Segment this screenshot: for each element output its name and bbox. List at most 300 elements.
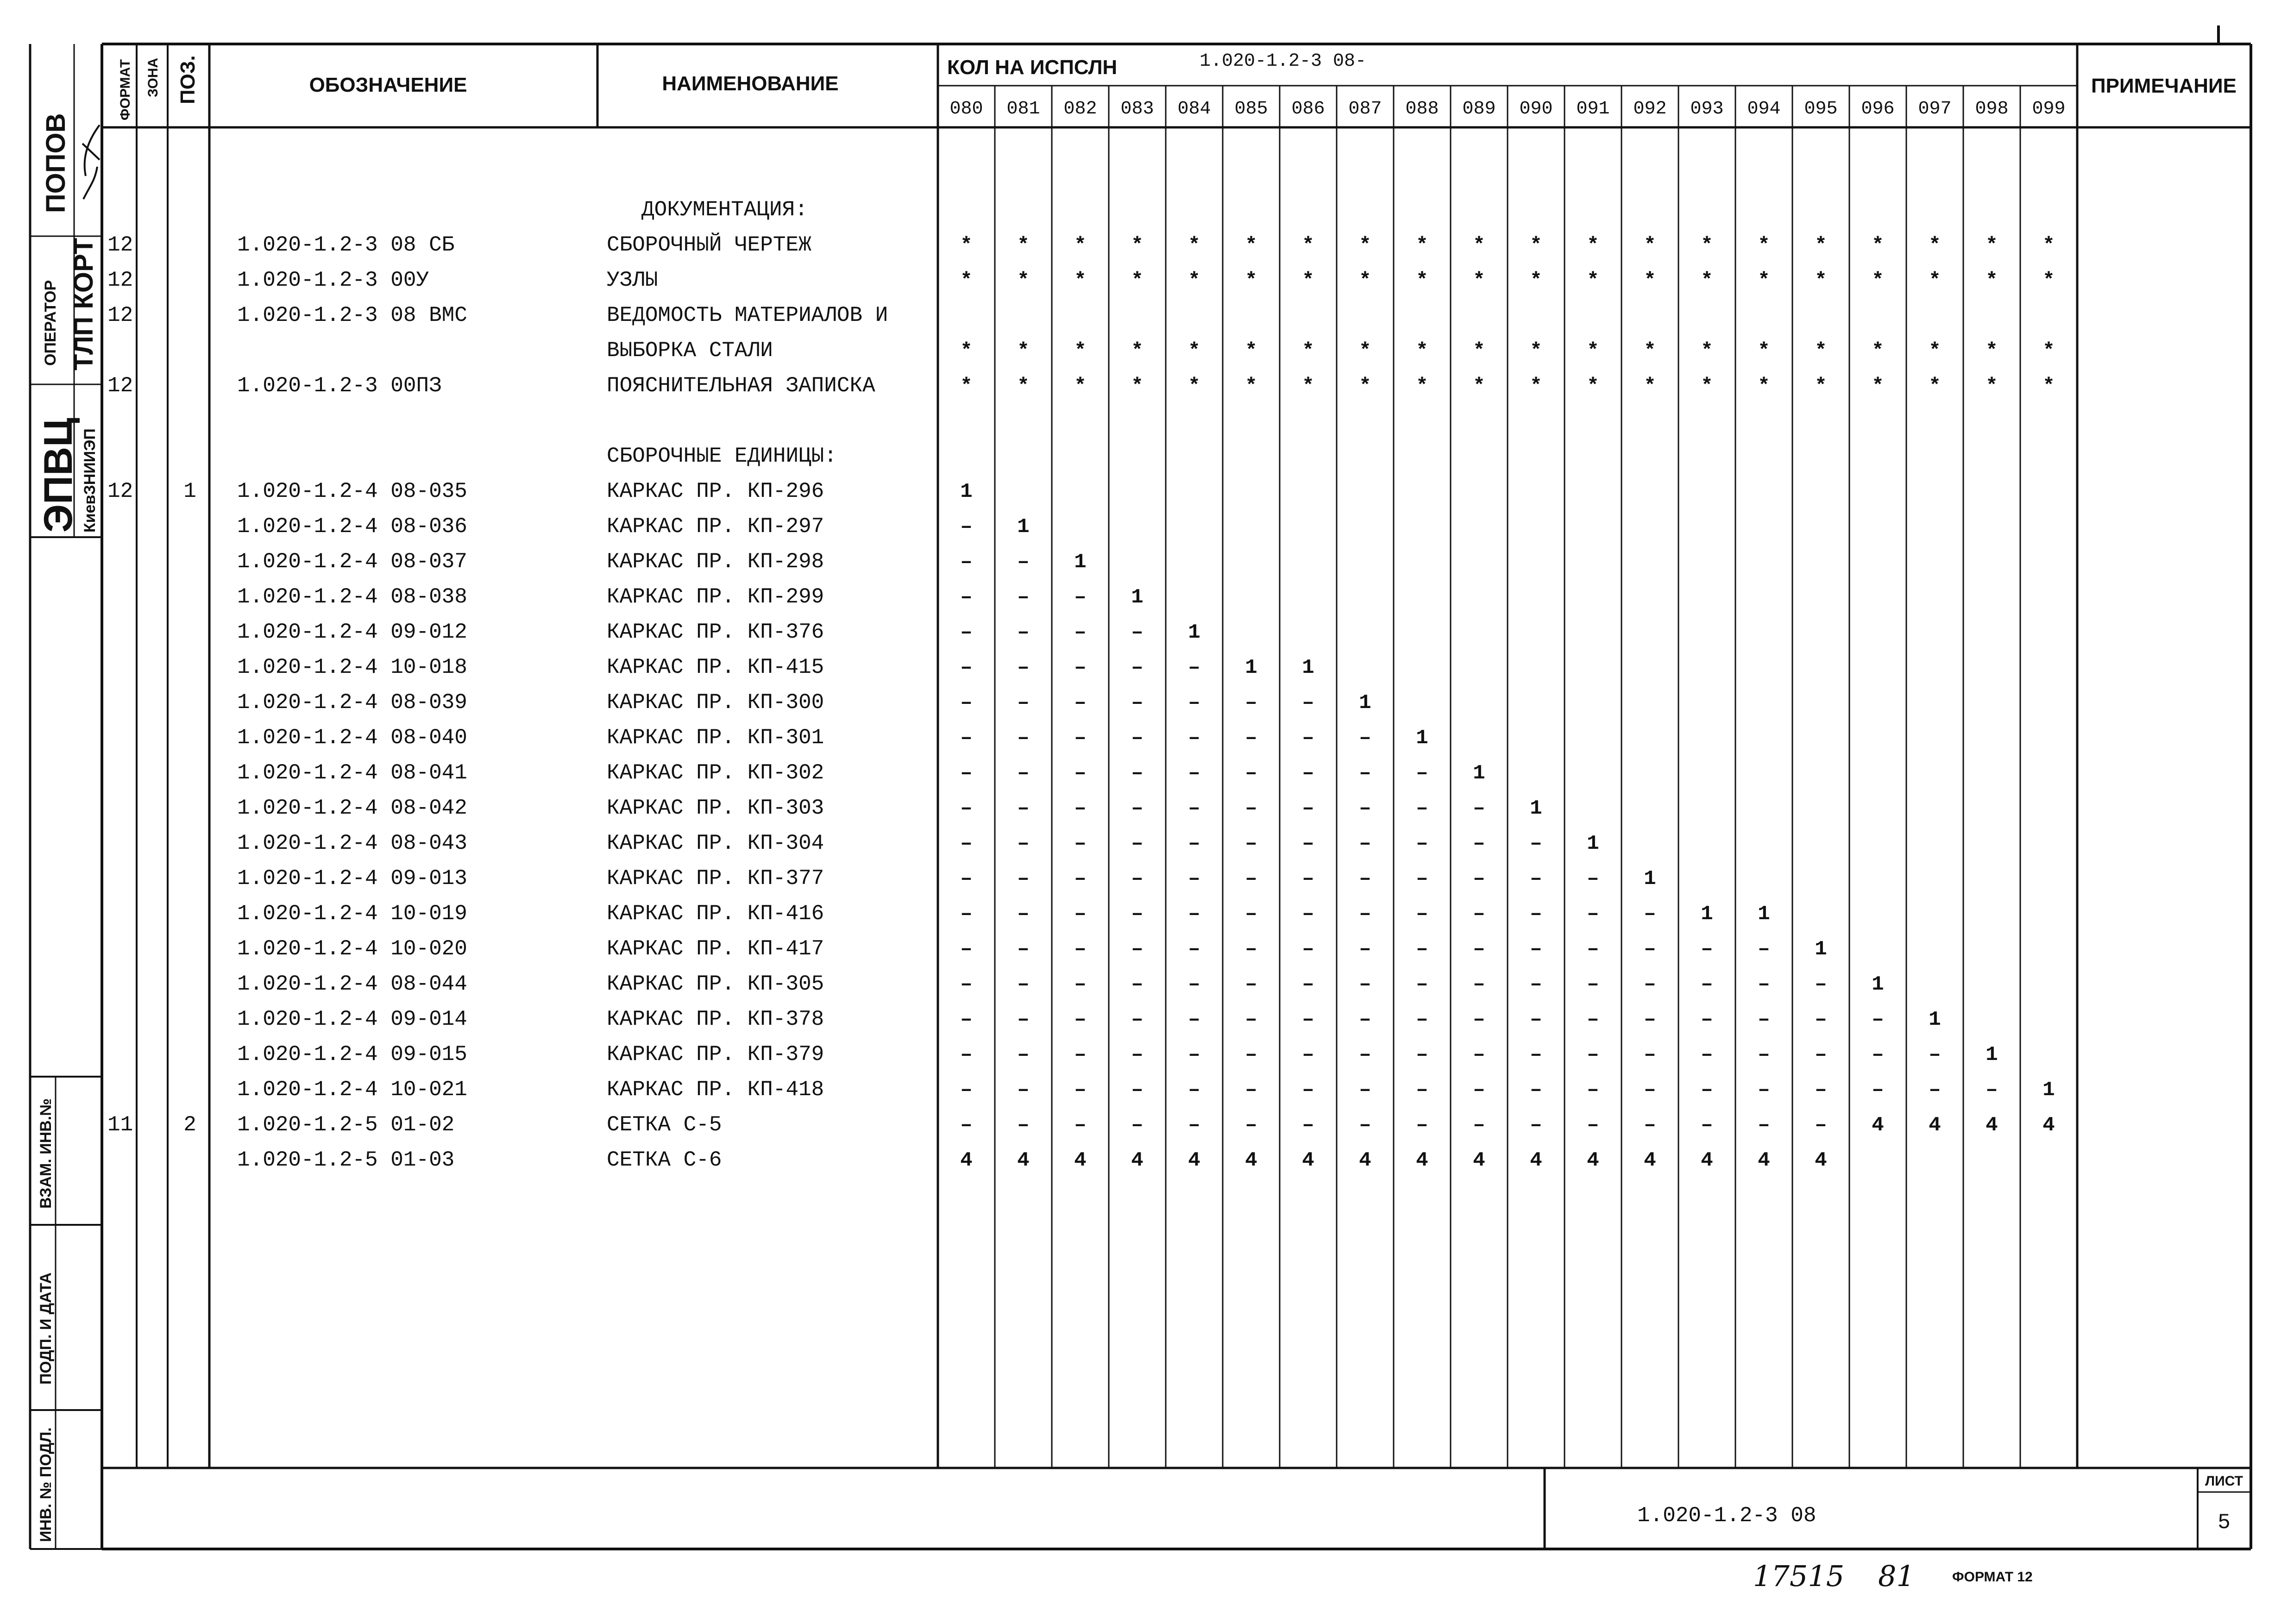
qty-cell: – (1473, 938, 1485, 961)
table-row (107, 232, 2055, 257)
qty-cell: * (1701, 234, 1713, 257)
qty-cell: – (1359, 797, 1371, 820)
qty-cell: – (1017, 797, 1030, 820)
table-row (607, 444, 837, 468)
qty-cell: * (1188, 339, 1200, 363)
qty-cell: – (1530, 938, 1542, 961)
qty-cell: – (1188, 691, 1200, 715)
qty-cell: * (1017, 339, 1030, 363)
row-designation: 1.020-1.2-3 08 СБ (237, 233, 455, 257)
qty-cell: – (1416, 938, 1428, 961)
qty-column-header: 099 (2032, 99, 2066, 119)
qty-cell: – (1872, 1078, 1884, 1102)
qty-cell: * (1017, 234, 1030, 257)
row-name: КАРКАС ПР. КП-297 (607, 514, 824, 539)
name-header: НАИМЕНОВАНИЕ (662, 72, 839, 95)
row-designation: 1.020-1.2-4 08-037 (237, 550, 467, 574)
qty-cell: – (1530, 832, 1542, 855)
qty-cell: – (1530, 1008, 1542, 1031)
qty-cell: 4 (960, 1149, 973, 1172)
qty-cell: * (1701, 375, 1713, 398)
qty-cell: – (1017, 1114, 1030, 1137)
qty-cell: – (1131, 727, 1144, 750)
row-name: СБОРОЧНЫЙ ЧЕРТЕЖ (607, 233, 811, 257)
qty-cell: – (1017, 938, 1030, 961)
qty-cell: * (1416, 234, 1428, 257)
qty-cell: – (1188, 1043, 1200, 1066)
qty-cell: 1 (1245, 656, 1257, 679)
qty-cell: * (1758, 339, 1770, 363)
designation-header: ОБОЗНАЧЕНИЕ (309, 74, 467, 96)
qty-cell: – (1188, 797, 1200, 820)
qty-cell: – (1359, 727, 1371, 750)
qty-cell: – (960, 1008, 973, 1031)
qty-column-header: 082 (1063, 99, 1097, 119)
qty-cell: * (960, 375, 973, 398)
qty-cell: – (1017, 551, 1030, 574)
qty-cell: – (1473, 1043, 1485, 1066)
qty-cell: * (1017, 269, 1030, 292)
row-position: 2 (183, 1113, 196, 1137)
row-position: 1 (183, 479, 196, 503)
qty-cell: 1 (1758, 903, 1770, 926)
qty-cell: 1 (2042, 1078, 2055, 1102)
qty-cell: – (1131, 621, 1144, 644)
qty-cell: * (1587, 375, 1599, 398)
row-name: КАРКАС ПР. КП-418 (607, 1078, 824, 1102)
qty-cell: – (1872, 1043, 1884, 1066)
qty-cell: – (1074, 797, 1087, 820)
qty-cell: – (1074, 586, 1087, 609)
qty-cell: – (1416, 973, 1428, 996)
qty-cell: – (1188, 832, 1200, 855)
qty-cell: – (1245, 973, 1257, 996)
qty-cell: – (1473, 903, 1485, 926)
qty-cell: – (1131, 973, 1144, 996)
qty-cell: – (1416, 797, 1428, 820)
qty-cell: – (1017, 762, 1030, 785)
qty-cell: – (1302, 938, 1314, 961)
qty-cell: – (960, 621, 973, 644)
qty-cell: 4 (1359, 1149, 1371, 1172)
qty-cell: * (1359, 234, 1371, 257)
qty-cell: 4 (1473, 1149, 1485, 1172)
qty-cell: * (1530, 269, 1542, 292)
qty-cell: – (1245, 1114, 1257, 1137)
qty-cell: – (1473, 1008, 1485, 1031)
qty-cell: 1 (1872, 973, 1884, 996)
qty-cell: – (1359, 1008, 1371, 1031)
row-name: КАРКАС ПР. КП-376 (607, 620, 824, 644)
qty-cell: – (1416, 903, 1428, 926)
qty-cell: * (1986, 375, 1998, 398)
qty-cell: – (1986, 1078, 1998, 1102)
qty-cell: 4 (1701, 1149, 1713, 1172)
qty-cell: – (1017, 1043, 1030, 1066)
qty-cell: – (1359, 973, 1371, 996)
qty-cell: * (1815, 339, 1827, 363)
qty-cell: – (1530, 973, 1542, 996)
row-designation: 1.020-1.2-4 09-015 (237, 1042, 467, 1066)
row-name: КАРКАС ПР. КП-379 (607, 1042, 824, 1066)
row-designation: 1.020-1.2-4 09-014 (237, 1007, 467, 1031)
qty-cell: * (2042, 339, 2055, 363)
qty-cell: – (1131, 797, 1144, 820)
qty-cell: – (1017, 867, 1030, 890)
row-designation: 1.020-1.2-4 10-018 (237, 655, 467, 679)
qty-cell: * (1245, 234, 1257, 257)
qty-column-header: 085 (1234, 99, 1268, 119)
qty-cell: * (1359, 339, 1371, 363)
row-format: 12 (107, 268, 133, 292)
qty-cell: – (1701, 1008, 1713, 1031)
qty-cell: – (1302, 867, 1314, 890)
qty-cell: * (1359, 375, 1371, 398)
zone-header: ЗОНА (145, 57, 161, 97)
qty-cell: 1 (1587, 832, 1599, 855)
qty-cell: * (1644, 375, 1656, 398)
qty-cell: – (1758, 1008, 1770, 1031)
qty-cell: – (1815, 1008, 1827, 1031)
qty-cell: – (1644, 903, 1656, 926)
qty-cell: 1 (1530, 797, 1542, 820)
row-name: КАРКАС ПР. КП-416 (607, 902, 824, 926)
qty-cell: 4 (1644, 1149, 1656, 1172)
qty-column-header: 097 (1918, 99, 1952, 119)
qty-cell: * (1986, 234, 1998, 257)
document-code: 1.020-1.2-3 08 (1637, 1504, 1816, 1528)
qty-cell: – (960, 727, 973, 750)
qty-cell: – (1416, 1078, 1428, 1102)
qty-cell: – (1758, 1078, 1770, 1102)
qty-cell: * (1530, 375, 1542, 398)
qty-cell: 1 (1416, 727, 1428, 750)
qty-cell: – (1245, 903, 1257, 926)
qty-cell: * (1644, 339, 1656, 363)
qty-cell: – (1587, 1114, 1599, 1137)
qty-cell: – (1473, 1114, 1485, 1137)
qty-cell: 1 (1644, 867, 1656, 890)
qty-cell: – (1587, 1078, 1599, 1102)
qty-column-header: 092 (1633, 99, 1667, 119)
qty-cell: * (960, 339, 973, 363)
row-designation: 1.020-1.2-4 09-013 (237, 866, 467, 890)
note-header: ПРИМЕЧАНИЕ (2091, 75, 2237, 97)
qty-cell: – (1245, 938, 1257, 961)
qty-cell: – (1644, 1008, 1656, 1031)
qty-cell: – (1644, 1114, 1656, 1137)
qty-cell: 1 (960, 480, 973, 503)
qty-column-header: 086 (1291, 99, 1325, 119)
table-row (107, 1113, 2055, 1137)
qty-cell: * (1473, 339, 1485, 363)
qty-cell: 1 (1017, 515, 1030, 539)
row-designation: 1.020-1.2-4 08-036 (237, 514, 467, 539)
qty-cell: – (1416, 832, 1428, 855)
qty-cell: – (1416, 867, 1428, 890)
qty-cell: * (1245, 269, 1257, 292)
row-designation: 1.020-1.2-4 08-039 (237, 690, 467, 715)
qty-cell: – (1758, 1043, 1770, 1066)
qty-cell: – (960, 691, 973, 715)
qty-cell: – (1587, 867, 1599, 890)
qty-cell: – (1017, 727, 1030, 750)
row-designation: 1.020-1.2-4 08-041 (237, 761, 467, 785)
row-designation: 1.020-1.2-4 10-019 (237, 902, 467, 926)
qty-cell: – (1644, 938, 1656, 961)
qty-cell: – (1359, 1078, 1371, 1102)
qty-cell: * (1530, 339, 1542, 363)
operator-label: ОПЕРАТОР (42, 280, 59, 366)
qty-cell: – (1644, 1043, 1656, 1066)
row-designation: 1.020-1.2-4 08-040 (237, 726, 467, 750)
row-designation: 1.020-1.2-3 00У (237, 268, 429, 292)
row-name: ВЕДОМОСТЬ МАТЕРИАЛОВ И (607, 303, 888, 327)
qty-cell: * (1644, 234, 1656, 257)
qty-column-header: 095 (1804, 99, 1838, 119)
qty-cell: 4 (1815, 1149, 1827, 1172)
qty-cell: – (1701, 1114, 1713, 1137)
qty-cell: – (1758, 938, 1770, 961)
qty-cell: – (1587, 1008, 1599, 1031)
qty-cell: – (1473, 797, 1485, 820)
qty-cell: 4 (1530, 1149, 1542, 1172)
qty-cell: – (1131, 1078, 1144, 1102)
qty-cell: 4 (2042, 1114, 2055, 1137)
qty-cell: * (1017, 375, 1030, 398)
row-name: КАРКАС ПР. КП-296 (607, 479, 824, 503)
qty-cell: – (960, 832, 973, 855)
qty-cell: 1 (1131, 586, 1144, 609)
qty-cell: – (1359, 938, 1371, 961)
qty-cell: – (1017, 586, 1030, 609)
qty-cell: – (960, 515, 973, 539)
qty-series-code: 1.020-1.2-3 08- (1200, 51, 1367, 72)
qty-cell: – (1188, 1114, 1200, 1137)
qty-cell: – (1416, 1008, 1428, 1031)
qty-cell: – (1530, 1078, 1542, 1102)
qty-cell: 4 (1872, 1114, 1884, 1137)
qty-cell: * (1872, 234, 1884, 257)
qty-cell: – (1302, 973, 1314, 996)
qty-cell: – (1587, 1043, 1599, 1066)
row-name: КАРКАС ПР. КП-303 (607, 796, 824, 820)
qty-cell: * (1587, 234, 1599, 257)
qty-cell: * (1929, 375, 1941, 398)
sheet-number: 5 (2218, 1511, 2231, 1535)
qty-cell: * (1074, 375, 1087, 398)
qty-cell: – (1644, 973, 1656, 996)
qty-cell: 1 (1074, 551, 1087, 574)
qty-cell: – (1302, 832, 1314, 855)
qty-cell: – (1074, 938, 1087, 961)
qty-cell: * (1815, 375, 1827, 398)
qty-cell: * (1245, 339, 1257, 363)
qty-cell: * (1074, 339, 1087, 363)
qty-cell: – (1188, 727, 1200, 750)
qty-cell: – (1701, 1043, 1713, 1066)
qty-cell: 4 (1986, 1114, 1998, 1137)
qty-cell: 1 (1359, 691, 1371, 715)
qty-cell: – (1245, 1078, 1257, 1102)
qty-cell: * (1473, 234, 1485, 257)
qty-cell: – (1131, 656, 1144, 679)
row-designation: 1.020-1.2-4 08-044 (237, 972, 467, 996)
qty-column-header: 096 (1861, 99, 1895, 119)
qty-cell: – (1245, 867, 1257, 890)
row-name: КАРКАС ПР. КП-304 (607, 831, 824, 855)
qty-cell: – (1131, 1008, 1144, 1031)
qty-cell: – (1473, 867, 1485, 890)
qty-cell: – (1302, 797, 1314, 820)
qty-cell: – (1929, 1043, 1941, 1066)
qty-cell: 4 (1074, 1149, 1087, 1172)
qty-cell: 4 (1416, 1149, 1428, 1172)
qty-cell: * (2042, 375, 2055, 398)
operator-value: ТЛП КОРТ (69, 238, 99, 370)
qty-cell: 4 (1758, 1149, 1770, 1172)
qty-cell: – (1473, 1078, 1485, 1102)
qty-cell: * (1587, 269, 1599, 292)
qty-cell: – (960, 797, 973, 820)
qty-cell: – (960, 973, 973, 996)
qty-cell: – (1245, 727, 1257, 750)
qty-cell: – (1587, 938, 1599, 961)
row-name: КАРКАС ПР. КП-300 (607, 690, 824, 715)
qty-cell: – (1416, 1114, 1428, 1137)
qty-cell: – (1530, 1043, 1542, 1066)
qty-cell: – (1131, 903, 1144, 926)
inv-replace-label: ВЗАМ. ИНВ.№ (37, 1098, 55, 1209)
row-designation: 1.020-1.2-5 01-02 (237, 1113, 455, 1137)
qty-cell: – (1188, 903, 1200, 926)
qty-cell: – (1017, 973, 1030, 996)
qty-column-header: 090 (1519, 99, 1553, 119)
qty-cell: – (1074, 1114, 1087, 1137)
qty-cell: 4 (1929, 1114, 1941, 1137)
qty-column-header: 081 (1006, 99, 1040, 119)
qty-cell: – (1359, 1114, 1371, 1137)
qty-cell: * (1302, 375, 1314, 398)
qty-cell: – (960, 1043, 973, 1066)
qty-cell: – (1131, 832, 1144, 855)
qty-cell: – (1701, 973, 1713, 996)
qty-cell: – (1074, 973, 1087, 996)
qty-cell: – (960, 903, 973, 926)
qty-column-header: 093 (1690, 99, 1724, 119)
qty-cell: * (1188, 375, 1200, 398)
qty-cell: – (1074, 762, 1087, 785)
qty-cell: – (1872, 1008, 1884, 1031)
qty-column-header: 083 (1120, 99, 1154, 119)
row-name: КАРКАС ПР. КП-299 (607, 585, 824, 609)
qty-cell: – (1530, 867, 1542, 890)
row-designation: 1.020-1.2-3 08 ВМС (237, 303, 467, 327)
qty-cell: – (1815, 1043, 1827, 1066)
row-format: 12 (107, 303, 133, 327)
qty-cell: * (1416, 269, 1428, 292)
qty-cell: – (1017, 1078, 1030, 1102)
row-designation: 1.020-1.2-4 10-021 (237, 1078, 467, 1102)
qty-cell: – (1245, 691, 1257, 715)
qty-cell: – (1017, 832, 1030, 855)
table-row (107, 268, 2055, 292)
row-name: КАРКАС ПР. КП-417 (607, 937, 824, 961)
qty-cell: – (1245, 1008, 1257, 1031)
qty-cell: – (1131, 1114, 1144, 1137)
qty-cell: – (1359, 1043, 1371, 1066)
qty-cell: – (1245, 1043, 1257, 1066)
qty-cell: – (1530, 1114, 1542, 1137)
qty-cell: * (1587, 339, 1599, 363)
qty-cell: – (1188, 1008, 1200, 1031)
qty-cell: – (1302, 1114, 1314, 1137)
row-name: КАРКАС ПР. КП-415 (607, 655, 824, 679)
qty-cell: – (1302, 1008, 1314, 1031)
table-row (107, 374, 2055, 398)
row-designation: 1.020-1.2-3 00ПЗ (237, 374, 442, 398)
qty-cell: – (1929, 1078, 1941, 1102)
qty-cell: – (960, 762, 973, 785)
qty-cell: 1 (1188, 621, 1200, 644)
row-designation: 1.020-1.2-4 10-020 (237, 937, 467, 961)
row-name: КАРКАС ПР. КП-378 (607, 1007, 824, 1031)
center-name: ЭПВЦ (36, 418, 81, 533)
qty-cell: * (1473, 269, 1485, 292)
qty-cell: * (1188, 269, 1200, 292)
qty-cell: * (1359, 269, 1371, 292)
qty-cell: * (1758, 375, 1770, 398)
qty-column-header: 089 (1462, 99, 1496, 119)
position-header: ПОЗ. (176, 55, 199, 104)
row-name: ПОЯСНИТЕЛЬНАЯ ЗАПИСКА (607, 374, 875, 398)
inv-original-label: ИНВ. № ПОДЛ. (37, 1427, 55, 1542)
row-format: 11 (107, 1113, 133, 1137)
qty-cell: * (1131, 269, 1144, 292)
qty-cell: 1 (1473, 762, 1485, 785)
qty-cell: * (1302, 339, 1314, 363)
qty-cell: – (1017, 903, 1030, 926)
qty-cell: * (1986, 269, 1998, 292)
row-designation: 1.020-1.2-5 01-03 (237, 1148, 455, 1172)
qty-cell: – (1473, 973, 1485, 996)
qty-cell: – (1587, 903, 1599, 926)
qty-cell: – (1359, 762, 1371, 785)
qty-cell: * (1416, 339, 1428, 363)
qty-column-header: 084 (1177, 99, 1211, 119)
center-subname: КиевЗНИИЭП (81, 428, 99, 533)
qty-cell: 1 (1929, 1008, 1941, 1031)
surname-label: ПОПОВ (41, 113, 71, 213)
qty-cell: * (1701, 339, 1713, 363)
qty-cell: * (1302, 269, 1314, 292)
qty-cell: – (1131, 1043, 1144, 1066)
sheet-label: ЛИСТ (2205, 1474, 2243, 1489)
qty-cell: – (1359, 903, 1371, 926)
qty-cell: – (960, 867, 973, 890)
qty-cell: – (1074, 656, 1087, 679)
qty-cell: – (1473, 832, 1485, 855)
qty-cell: – (1815, 1078, 1827, 1102)
qty-cell: 1 (1302, 656, 1314, 679)
qty-cell: – (1245, 762, 1257, 785)
qty-cell: * (1074, 269, 1087, 292)
qty-cell: – (1131, 938, 1144, 961)
qty-cell: * (1473, 375, 1485, 398)
format-note: ФОРМАТ 12 (1952, 1569, 2033, 1585)
qty-cell: – (1188, 938, 1200, 961)
qty-cell: – (1074, 727, 1087, 750)
